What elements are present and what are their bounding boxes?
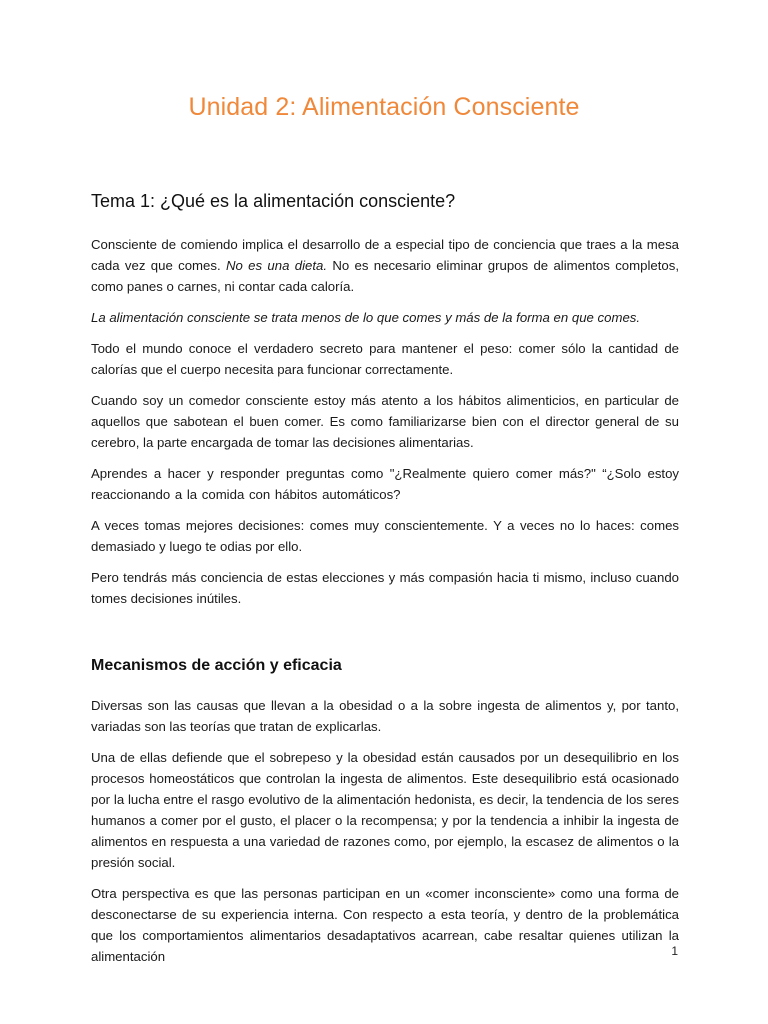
paragraph: Aprendes a hacer y responder preguntas como "¿Realmente quiero comer más?" “¿Solo estoy reaccionando a la comida con hábitos automáticos? xyxy=(91,466,679,502)
paragraph xyxy=(91,234,679,297)
paragraph xyxy=(91,307,679,328)
paragraph-text: Consciente de comiendo implica el desarrollo de a especial tipo de conciencia que traes a la mesa cada vez que comes. xyxy=(91,237,679,273)
paragraph: Pero tendrás más conciencia de estas elecciones y más compasión hacia ti mismo, incluso cuando tomes decisiones inútiles. xyxy=(91,570,679,606)
paragraph: Diversas son las causas que llevan a la obesidad o a la sobre ingesta de alimentos y, por tanto, variadas son las teorías que tratan de explicarlas. xyxy=(91,698,679,734)
paragraph: A veces tomas mejores decisiones: comes muy conscientemente. Y a veces no lo haces: comes demasiado y luego te odias por ello. xyxy=(91,518,679,554)
paragraph-emphasis: La alimentación consciente se trata menos de lo que comes y más de la forma en que comes. xyxy=(91,310,641,325)
document-body xyxy=(91,188,679,977)
paragraph: Cuando soy un comedor consciente estoy más atento a los hábitos alimenticios, en particular de aquellos que sabotean el buen comer. Es como familiarizarse bien con el director general de su cerebro, la parte encargada de tomar las decisiones alimentarias. xyxy=(91,393,679,450)
section-heading-tema-1: Tema 1: ¿Qué es la alimentación consciente? xyxy=(91,191,456,211)
paragraph: Una de ellas defiende que el sobrepeso y la obesidad están causados por un desequilibrio en los procesos homeostáticos que controlan la ingesta de alimentos. Este desequilibrio está ocasionado por la lucha entre el rasgo evolutivo de la alimentación hedonista, es decir, la tendencia de los seres humanos a comer por el gusto, el placer o la recompensa; y por la tendencia a inhibir la ingesta de alimentos en respuesta a una variedad de razones como, por ejemplo, la escasez de alimentos o la presión social. xyxy=(91,750,679,870)
paragraph: Todo el mundo conoce el verdadero secreto para mantener el peso: comer sólo la cantidad de calorías que el cuerpo necesita para funcionar correctamente. xyxy=(91,341,679,377)
document-title: Unidad 2: Alimentación Consciente xyxy=(188,93,580,121)
page-number: 1 xyxy=(671,944,678,958)
section-heading-mecanismos: Mecanismos de acción y eficacia xyxy=(91,657,342,674)
paragraph-emphasis: No es una dieta. xyxy=(225,258,327,273)
paragraph: Otra perspectiva es que las personas participan en un «comer inconsciente» como una forma de desconectarse de su experiencia interna. Con respecto a esta teoría, y dentro de la problemática que los comportamientos alimentarios desadaptativos acarrean, cabe resaltar quienes utilizan la alimentación xyxy=(91,886,679,964)
paragraph-text: No es necesario eliminar grupos de alimentos completos, como panes o carnes, ni contar cada caloría. xyxy=(91,258,679,294)
